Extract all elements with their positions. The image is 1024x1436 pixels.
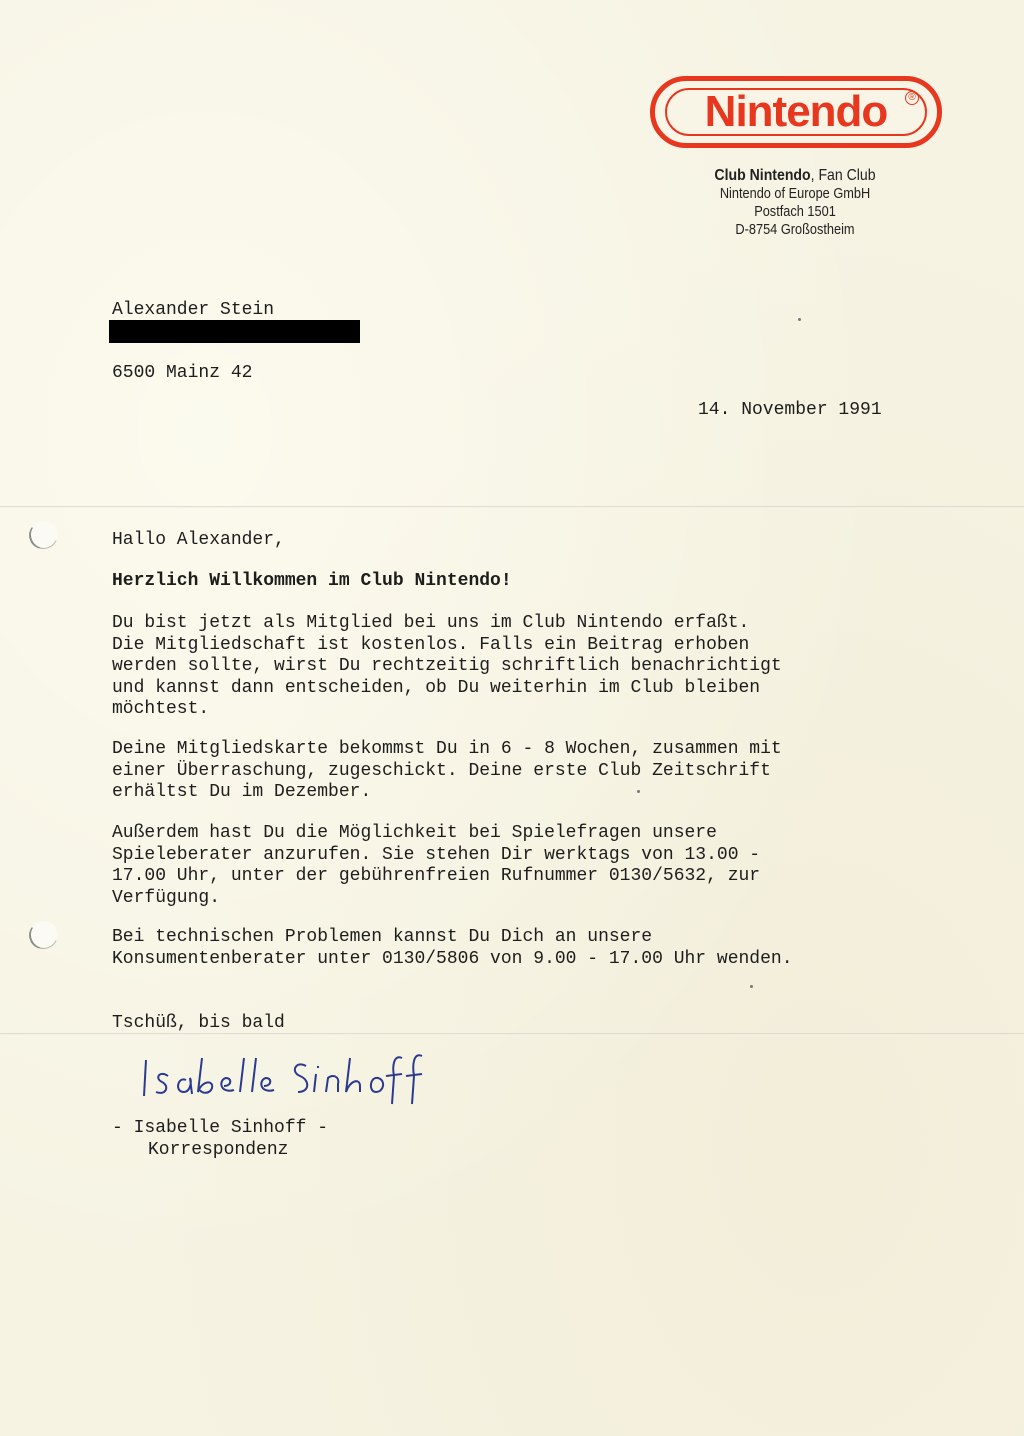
paragraph-hotline	[112, 823, 908, 909]
redacted-street-bar	[109, 320, 360, 343]
paper-speck	[750, 985, 753, 988]
handwritten-signature	[140, 1052, 440, 1112]
signature-title: Korrespondenz	[148, 1140, 289, 1160]
paragraph-line: und kannst dann entscheiden, ob Du weiterhin im Club bleiben	[112, 677, 761, 698]
paragraph-line: werden sollte, wirst Du rechtzeitig schriftlich benachrichtigt	[112, 656, 782, 676]
greeting: Hallo Alexander,	[112, 530, 285, 550]
paragraph-line: Du bist jetzt als Mitglied bei uns im Club Nintendo erfaßt.	[112, 613, 750, 633]
paragraph-line: Spieleberater anzurufen. Sie stehen Dir werktags von 13.00 -	[112, 844, 761, 865]
headline: Herzlich Willkommen im Club Nintendo!	[112, 571, 512, 591]
fold-line-upper	[0, 506, 1024, 508]
logo-text: Nintendo	[704, 87, 888, 136]
letter-date: 14. November 1991	[698, 400, 882, 420]
paragraph-line: möchtest.	[112, 699, 210, 719]
nintendo-logo	[650, 76, 942, 148]
sender-club-suffix: , Fan Club	[810, 167, 876, 184]
paragraph-line: erhältst Du im Dezember.	[112, 782, 372, 802]
paragraph-membership	[112, 613, 908, 721]
sender-line-4: D-8754 Großostheim	[735, 222, 855, 238]
paragraph-card	[112, 739, 908, 804]
paragraph-line: Konsumentenberater unter 0130/5806 von 9.00 - 17.00 Uhr wenden.	[112, 948, 793, 969]
sender-line-3: Postfach 1501	[754, 204, 836, 220]
sender-line-2: Nintendo of Europe GmbH	[719, 186, 871, 202]
paragraph-line: Deine Mitgliedskarte bekommst Du in 6 - 8 Wochen, zusammen mit	[112, 739, 782, 759]
registered-mark-icon: ®	[905, 91, 919, 105]
sender-line-1	[703, 167, 888, 185]
signature-name: - Isabelle Sinhoff -	[112, 1118, 329, 1138]
paragraph-technical	[112, 927, 908, 970]
paragraph-line: 17.00 Uhr, unter der gebührenfreien Rufnummer 0130/5632, zur	[112, 866, 761, 886]
recipient-city: 6500 Mainz 42	[112, 363, 253, 383]
paragraph-line: Bei technischen Problemen kannst Du Dich an unsere	[112, 927, 653, 947]
paper-speck	[637, 790, 640, 793]
sender-club-name: Club Nintendo	[714, 167, 811, 184]
paragraph-line: Außerdem hast Du die Möglichkeit bei Spielefragen unsere	[112, 823, 717, 843]
paragraph-line: einer Überraschung, zugeschickt. Deine erste Club Zeitschrift	[112, 760, 771, 781]
paper-speck	[798, 318, 801, 321]
recipient-name: Alexander Stein	[112, 300, 275, 320]
sender-address	[703, 167, 888, 239]
paragraph-line: Verfügung.	[112, 887, 221, 908]
closing: Tschüß, bis bald	[112, 1013, 285, 1033]
paragraph-line: Die Mitgliedschaft ist kostenlos. Falls ein Beitrag erhoben	[112, 634, 750, 655]
